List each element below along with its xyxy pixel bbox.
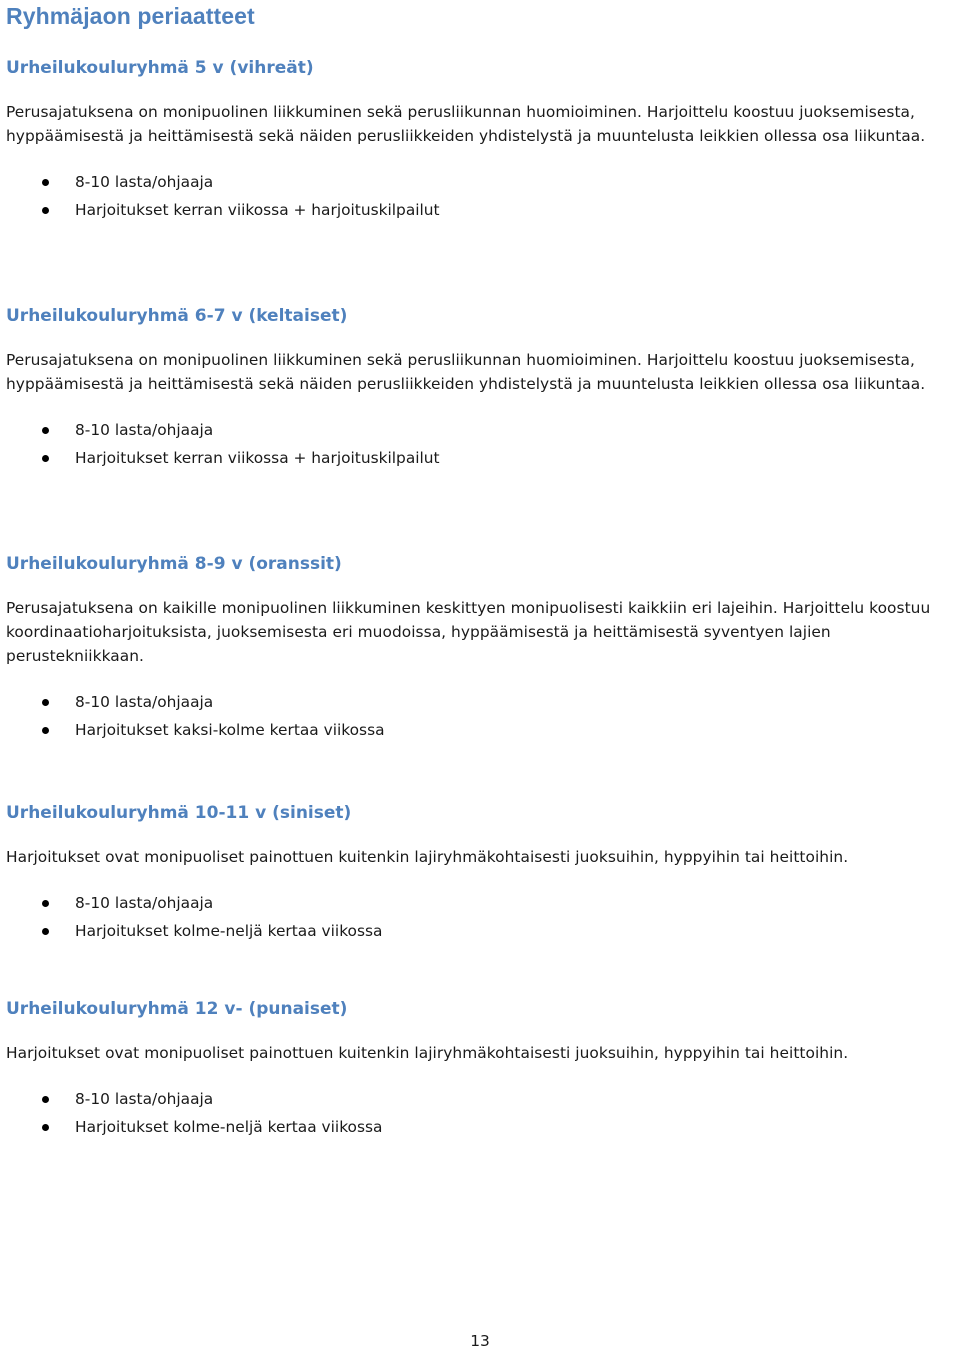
- section-group-6-7v: [6, 304, 956, 472]
- section-paragraph: Perusajatuksena on kaikille monipuolinen liikkuminen keskittyen monipuolisesti kaikkiin eri lajeihin. Harjoittelu koostuu koordinaatioharjoituksista, juoksemisesta eri muodoissa, hyppäämisestä ja heittämisestä syventyen lajien perustekniikkaan.: [6, 599, 931, 665]
- list-item-text: Harjoitukset kerran viikossa + harjoituskilpailut: [75, 201, 440, 219]
- list-item-text: Harjoitukset kerran viikossa + harjoituskilpailut: [75, 449, 440, 467]
- list-item: [6, 1085, 956, 1113]
- bullet-list: [6, 416, 956, 472]
- list-item-text: Harjoitukset kolme-neljä kertaa viikossa: [75, 1118, 383, 1136]
- list-item-text: 8-10 lasta/ohjaaja: [75, 693, 214, 711]
- bullet-icon: [42, 928, 49, 935]
- section-heading: Urheilukouluryhmä 8-9 v (oranssit): [6, 554, 342, 574]
- list-item-text: Harjoitukset kaksi-kolme kertaa viikossa: [75, 721, 385, 739]
- section-paragraph: Perusajatuksena on monipuolinen liikkuminen sekä perusliikunnan huomioiminen. Harjoittelu koostuu juoksemisesta, hyppäämisestä ja heittämisestä sekä näiden perusliikkeiden yhdistelystä ja muuntelusta leikkien ollessa osa liikuntaa.: [6, 103, 926, 145]
- list-item: [6, 716, 956, 744]
- section-heading: Urheilukouluryhmä 5 v (vihreät): [6, 58, 314, 78]
- section-group-5v: [6, 56, 956, 224]
- section-group-12v: [6, 997, 956, 1141]
- bullet-list: [6, 168, 956, 224]
- bullet-icon: [42, 900, 49, 907]
- bullet-icon: [42, 207, 49, 214]
- page-title: Ryhmäjaon periaatteet: [6, 3, 255, 29]
- list-item: [6, 889, 956, 917]
- bullet-icon: [42, 455, 49, 462]
- section-heading: Urheilukouluryhmä 12 v- (punaiset): [6, 999, 348, 1019]
- list-item: [6, 688, 956, 716]
- section-paragraph: Harjoitukset ovat monipuoliset painottuen kuitenkin lajiryhmäkohtaisesti juoksuihin, hyppyihin tai heittoihin.: [6, 1044, 849, 1062]
- section-group-8-9v: [6, 552, 956, 744]
- list-item: [6, 416, 956, 444]
- list-item-text: 8-10 lasta/ohjaaja: [75, 421, 214, 439]
- bullet-icon: [42, 427, 49, 434]
- list-item: [6, 917, 956, 945]
- section-group-10-11v: [6, 801, 956, 945]
- list-item: [6, 196, 956, 224]
- list-item-text: 8-10 lasta/ohjaaja: [75, 1090, 214, 1108]
- list-item: [6, 168, 956, 196]
- list-item-text: Harjoitukset kolme-neljä kertaa viikossa: [75, 922, 383, 940]
- list-item-text: 8-10 lasta/ohjaaja: [75, 173, 214, 191]
- section-paragraph: Perusajatuksena on monipuolinen liikkuminen sekä perusliikunnan huomioiminen. Harjoittelu koostuu juoksemisesta, hyppäämisestä ja heittämisestä sekä näiden perusliikkeiden yhdistelystä ja muuntelusta leikkien ollessa osa liikuntaa.: [6, 351, 926, 393]
- list-item-text: 8-10 lasta/ohjaaja: [75, 894, 214, 912]
- bullet-icon: [42, 1124, 49, 1131]
- section-paragraph: Harjoitukset ovat monipuoliset painottuen kuitenkin lajiryhmäkohtaisesti juoksuihin, hyppyihin tai heittoihin.: [6, 848, 849, 866]
- bullet-icon: [42, 1096, 49, 1103]
- section-heading: Urheilukouluryhmä 6-7 v (keltaiset): [6, 306, 348, 326]
- bullet-list: [6, 688, 956, 744]
- list-item: [6, 1113, 956, 1141]
- page-number: 13: [470, 1332, 490, 1350]
- bullet-icon: [42, 727, 49, 734]
- list-item: [6, 444, 956, 472]
- section-heading: Urheilukouluryhmä 10-11 v (siniset): [6, 803, 352, 823]
- bullet-list: [6, 889, 956, 945]
- bullet-icon: [42, 179, 49, 186]
- bullet-list: [6, 1085, 956, 1141]
- bullet-icon: [42, 699, 49, 706]
